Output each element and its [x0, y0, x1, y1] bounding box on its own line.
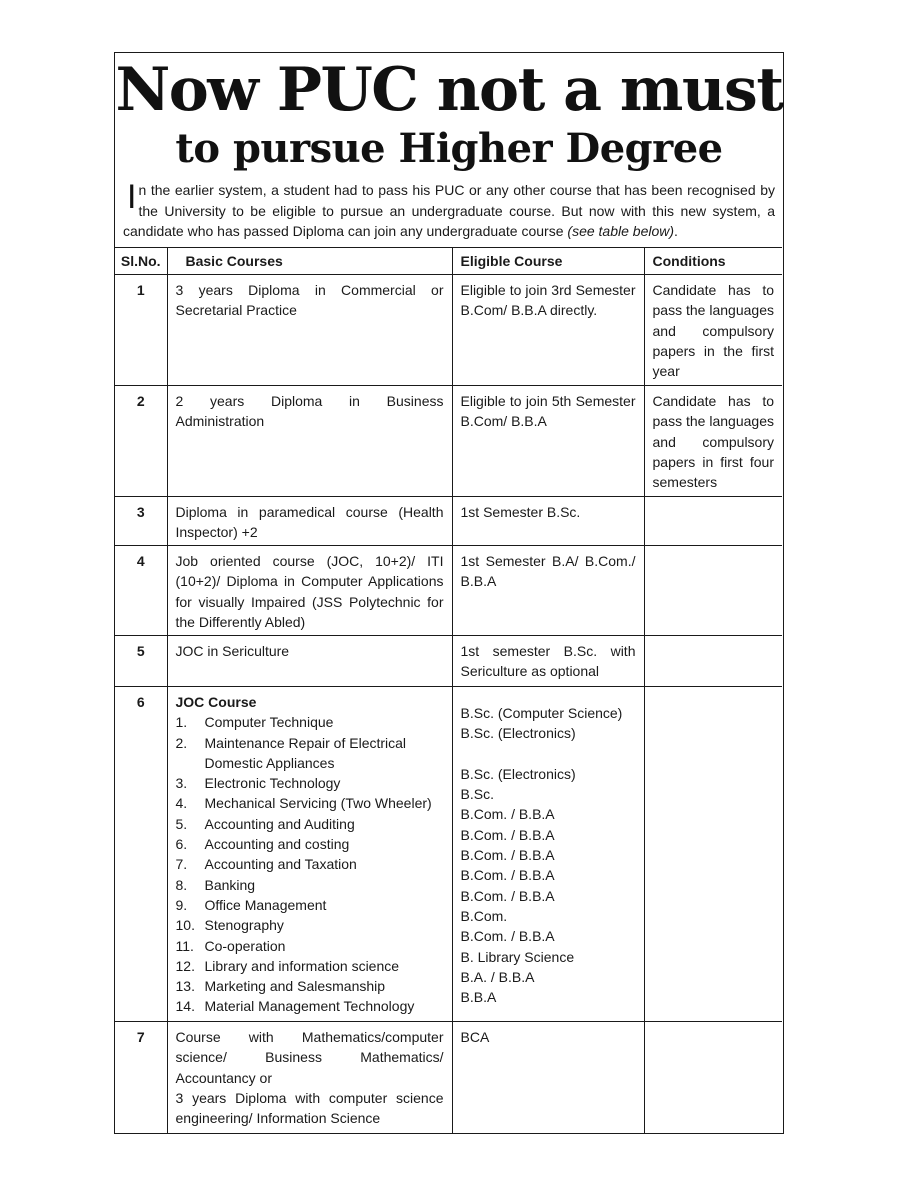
joc-eligible-item: B.Com. / B.B.A [460, 806, 555, 823]
joc-eligible-item: B.A. / B.B.A [460, 968, 535, 985]
row-basic-course: JOC in Sericulture [167, 636, 452, 687]
row-eligible-course: 1st Semester B.Sc. [452, 497, 644, 546]
joc-course-title: Computer Technique [204, 714, 334, 731]
table-row [115, 386, 782, 497]
header-basic-courses: Basic Courses [167, 248, 452, 275]
joc-course-title: Marketing and Salesmanship [204, 978, 386, 995]
row-eligible-course: 1st semester B.Sc. with Sericulture as optional [452, 636, 644, 687]
joc-course-title: Accounting and Taxation [204, 856, 357, 873]
row-conditions [644, 636, 782, 687]
joc-course-item [176, 793, 444, 813]
joc-eligible-item: B.Com. [460, 907, 508, 924]
joc-course-number: 8. [175, 876, 188, 893]
row-sl: 5 [115, 636, 167, 687]
joc-course-title: Stenography [204, 917, 284, 934]
row-sl: 1 [115, 275, 167, 386]
row-conditions [644, 497, 782, 546]
joc-course-title: Office Management [204, 896, 327, 913]
row-conditions [644, 687, 782, 1022]
drop-cap: I [127, 178, 137, 216]
joc-course-item [176, 712, 444, 732]
joc-course-number: 4. [175, 795, 188, 812]
row-sl: 2 [115, 386, 167, 497]
joc-course-number: 9. [175, 896, 188, 913]
joc-course-item [176, 733, 444, 774]
joc-eligible-item: B.Com. / B.B.A [460, 928, 555, 945]
joc-course-title: Material Management Technology [204, 998, 415, 1015]
list-spacer [461, 744, 636, 764]
joc-eligible-item: B.Com. / B.B.A [460, 847, 555, 864]
joc-course-item [176, 773, 444, 793]
joc-course-number: 11. [175, 937, 194, 954]
header-sl-no: Sl.No. [115, 248, 167, 275]
joc-course-item [176, 996, 444, 1016]
joc-eligible-item: B.Sc. (Electronics) [460, 725, 576, 742]
joc-course-number: 12. [175, 957, 195, 974]
joc-course-number: 1. [175, 714, 188, 731]
eligibility-table [115, 247, 782, 1134]
row-conditions: Candidate has to pass the languages and compulsory papers in first four semesters [644, 386, 782, 497]
joc-course-title: Maintenance Repair of Electrical Domestic Appliances [204, 734, 407, 771]
joc-course-item [176, 915, 444, 935]
header-conditions: Conditions [644, 248, 782, 275]
joc-course-item [176, 936, 444, 956]
joc-course-title: Accounting and costing [204, 836, 350, 853]
joc-course-item [176, 854, 444, 874]
row-conditions: Candidate has to pass the languages and compulsory papers in the first year [644, 275, 782, 386]
table-row [115, 497, 782, 546]
joc-course-item [176, 895, 444, 915]
intro-see-table: (see table below) [567, 223, 675, 239]
row-eligible-course: Eligible to join 5th Semester B.Com/ B.B.A [452, 386, 644, 497]
joc-course-number: 13. [175, 978, 195, 995]
row-sl: 4 [115, 546, 167, 636]
row-basic-course [167, 1022, 452, 1134]
headline: Now PUC not a must [115, 55, 783, 125]
joc-course-title: Co-operation [204, 937, 286, 954]
joc-course-item [176, 976, 444, 996]
row-eligible-course [452, 687, 644, 1022]
joc-eligible-item: B.B.A [460, 989, 497, 1006]
joc-eligible-item: B. Library Science [460, 948, 575, 965]
joc-course-title: Accounting and Auditing [204, 815, 355, 832]
intro-end: . [674, 223, 678, 239]
joc-course-number: 14. [175, 998, 195, 1015]
joc-course-number: 6. [175, 836, 188, 853]
joc-course-title: Electronic Technology [204, 775, 341, 792]
row-basic-course: 3 years Diploma in Commercial or Secretarial Practice [167, 275, 452, 386]
joc-course-title: Banking [204, 876, 256, 893]
joc-course-item [176, 814, 444, 834]
joc-course-list [176, 712, 444, 1016]
row-conditions [644, 546, 782, 636]
row-basic-course: Diploma in paramedical course (Health Inspector) +2 [167, 497, 452, 546]
joc-eligible-item: B.Com. / B.B.A [460, 826, 555, 843]
joc-course-number: 10. [175, 917, 195, 934]
intro-body: n the earlier system, a student had to pass his PUC or any other course that has been recognised by the University to be eligible to pursue an undergraduate course. But now with this new system, a candidate who has passed Diploma can join any undergraduate course [123, 182, 775, 239]
table-row [115, 687, 782, 1022]
row-basic-course: Job oriented course (JOC, 10+2)/ ITI (10+2)/ Diploma in Computer Applications for visually Impaired (JSS Polytechnic for the Differently Abled) [167, 546, 452, 636]
table-header-row [115, 248, 782, 275]
table-row [115, 1022, 782, 1134]
row-basic-course: 2 years Diploma in Business Administration [167, 386, 452, 497]
joc-eligible-item: B.Sc. (Computer Science) [460, 705, 623, 721]
sub-headline: to pursue Higher Degree [175, 125, 723, 172]
table-row [115, 546, 782, 636]
joc-course-number: 3. [175, 775, 188, 792]
row-basic-course [167, 687, 452, 1022]
row7-basic-line1: Course with Mathematics/computer science/ Business Mathematics/ Accountancy or [175, 1029, 444, 1086]
row-sl: 7 [115, 1022, 167, 1134]
joc-course-number: 7. [175, 856, 188, 873]
joc-course-item [176, 834, 444, 854]
joc-course-number: 2. [175, 734, 188, 751]
table-row [115, 636, 782, 687]
joc-eligible-list [461, 703, 636, 1007]
row7-basic-line2: 3 years Diploma with computer science engineering/ Information Science [175, 1089, 444, 1127]
joc-course-item [176, 875, 444, 895]
article-box [114, 52, 784, 1134]
joc-eligible-item: B.Com. / B.B.A [460, 867, 555, 884]
row-eligible-course: BCA [452, 1022, 644, 1134]
joc-course-title: Mechanical Servicing (Two Wheeler) [204, 795, 432, 812]
row-eligible-course: Eligible to join 3rd Semester B.Com/ B.B.A directly. [452, 275, 644, 386]
joc-eligible-item: B.Com. / B.B.A [460, 887, 555, 904]
table-row [115, 275, 782, 386]
joc-course-number: 5. [175, 815, 188, 832]
header-eligible-course: Eligible Course [452, 248, 644, 275]
row-eligible-course: 1st Semester B.A/ B.Com./ B.B.A [452, 546, 644, 636]
row-sl: 6 [115, 687, 167, 1022]
row-sl: 3 [115, 497, 167, 546]
row-conditions [644, 1022, 782, 1134]
joc-eligible-item: B.Sc. (Electronics) [460, 765, 576, 782]
intro-paragraph [123, 180, 775, 242]
joc-course-heading: JOC Course [175, 694, 257, 710]
joc-course-item [176, 956, 444, 976]
joc-course-title: Library and information science [204, 957, 400, 974]
joc-eligible-item: B.Sc. [460, 786, 494, 803]
